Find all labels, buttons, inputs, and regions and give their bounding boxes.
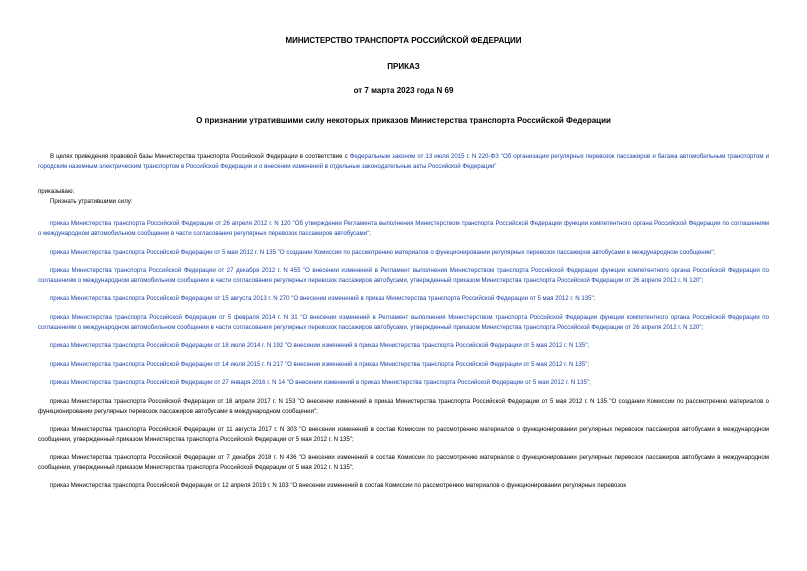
order-link[interactable]: приказ Министерства транспорта Российской Федерации от 14 июля 2015 г. N 217 "О внесении изменений в приказ Министерства транспорта Российской Федерации от 5 мая 2012 г. N 135"; xyxy=(50,360,590,368)
ministry-heading: МИНИСТЕРСТВО ТРАНСПОРТА РОССИЙСКОЙ ФЕДЕРАЦИИ xyxy=(285,36,522,45)
order-text: приказ Министерства транспорта Российской Федерации от 18 апреля 2017 г. N 153 "О внесении изменений в приказ Министерства транспорта Российской Федерации от 5 мая 2012 г. N 135 "О создании Комиссии по рассмотрению материалов о функционировании регулярных перевозок пассажиров автобусами в международном сообщении"; xyxy=(38,397,769,415)
order-link[interactable]: приказ Министерства транспорта Российской Федерации от 15 августа 2013 г. N 270 "О внесении изменений в приказ Министерства транспорта Российской Федерации от 5 мая 2012 г. N 135"; xyxy=(50,295,596,303)
federal-law-link[interactable]: Федеральным законом от 13 июля 2015 г. N 220-ФЗ "Об организации регулярных перевозок пассажиров и багажа автомобильным транспортом и городским наземным электрическим транспортом в Российской Федерации и о внесении изменений в отдельные законодательные акты Российской Федерации" xyxy=(38,153,769,170)
order-link[interactable]: приказ Министерства транспорта Российской Федерации от 27 декабря 2012 г. N 455 "О внесении изменений в Регламент выполнения Министерством транспорта Российской Федерации функции компетентного органа Российской Федерации по соглашениям о международном автомобильном сообщении в части согласования регулярных перевозок пассажиров автобусами, утвержденный приказом Министерства транспорта Российской Федерации от 26 апреля 2012 г. N 120"; xyxy=(38,267,769,284)
doc-type-heading: ПРИКАЗ xyxy=(387,62,420,71)
list-item xyxy=(38,481,769,491)
prikazyvayu-text: приказываю: xyxy=(38,188,75,196)
doc-date-number: от 7 марта 2023 года N 69 xyxy=(353,86,454,95)
intro-paragraph xyxy=(38,152,769,171)
list-item xyxy=(38,219,769,238)
order-link[interactable]: приказ Министерства транспорта Российской Федерации от 5 февраля 2014 г. N 31 "О внесении изменений в Регламент выполнения Министерством транспорта Российской Федерации функции компетентного органа Российской Федерации по соглашениям о международном автомобильном сообщении в части согласования регулярных перевозок пассажиров автобусами, утвержденный приказом Министерства транспорта Российской Федерации от 26 апреля 2012 г. N 120"; xyxy=(38,313,769,331)
list-item xyxy=(38,378,769,388)
list-item xyxy=(38,294,769,304)
list-item xyxy=(38,360,769,370)
intro-text: В целях приведения правовой базы Министерства транспорта Российской Федерации в соответствие с xyxy=(50,153,350,160)
list-item xyxy=(38,248,769,258)
order-text: приказ Министерства транспорта Российской Федерации от 12 апреля 2019 г. N 103 "О внесении изменений в состав Комиссии по рассмотрению материалов о функционировании регулярных перевозок xyxy=(50,482,627,490)
list-item xyxy=(38,341,769,351)
order-text: приказ Министерства транспорта Российской Федерации от 7 декабря 2018 г. N 436 "О внесении изменений в состав Комиссии по рассмотрению материалов о функционировании регулярных перевозок пассажиров автобусами в международном сообщении, утвержденный приказом Министерства транспорта Российской Федерации от 5 мая 2012 г. N 135"; xyxy=(38,454,769,471)
order-link[interactable]: приказ Министерства транспорта Российской Федерации от 26 апреля 2012 г. N 120 "Об утверждении Регламента выполнения Министерством транспорта Российской Федерации функции компетентного органа Российской Федерации по соглашениям о международном автомобильном сообщении в части согласования регулярных перевозок пассажиров автобусами"; xyxy=(38,220,769,237)
list-item xyxy=(38,425,769,444)
order-text: приказ Министерства транспорта Российской Федерации от 11 августа 2017 г. N 303 "О внесении изменений в состав Комиссии по рассмотрению материалов о функционировании регулярных перевозок пассажиров автобусами в международном сообщении, утвержденный приказом Министерства транспорта Российской Федерации от 5 мая 2012 г. N 135"; xyxy=(38,426,769,443)
order-link[interactable]: приказ Министерства транспорта Российской Федерации от 18 июля 2014 г. N 192 "О внесении изменений в приказ Министерства транспорта Российской Федерации от 5 мая 2012 г. N 135"; xyxy=(50,342,590,350)
repealed-orders-list xyxy=(38,219,769,491)
doc-title: О признании утратившими силу некоторых приказов Министерства транспорта Российской Федерации xyxy=(196,116,611,125)
list-item xyxy=(38,397,769,416)
list-item xyxy=(38,313,769,332)
list-item xyxy=(38,453,769,472)
order-link[interactable]: приказ Министерства транспорта Российской Федерации от 5 мая 2012 г. N 135 "О создании Комиссии по рассмотрению материалов о функционировании регулярных перевозок пассажиров автобусами в международном сообщении"; xyxy=(50,248,716,256)
priznat-text: Признать утратившими силу: xyxy=(50,197,133,205)
order-link[interactable]: приказ Министерства транспорта Российской Федерации от 27 января 2016 г. N 14 "О внесении изменений в приказ Министерства транспорта Российской Федерации от 5 мая 2012 г. N 135"; xyxy=(50,379,591,387)
list-item xyxy=(38,266,769,285)
